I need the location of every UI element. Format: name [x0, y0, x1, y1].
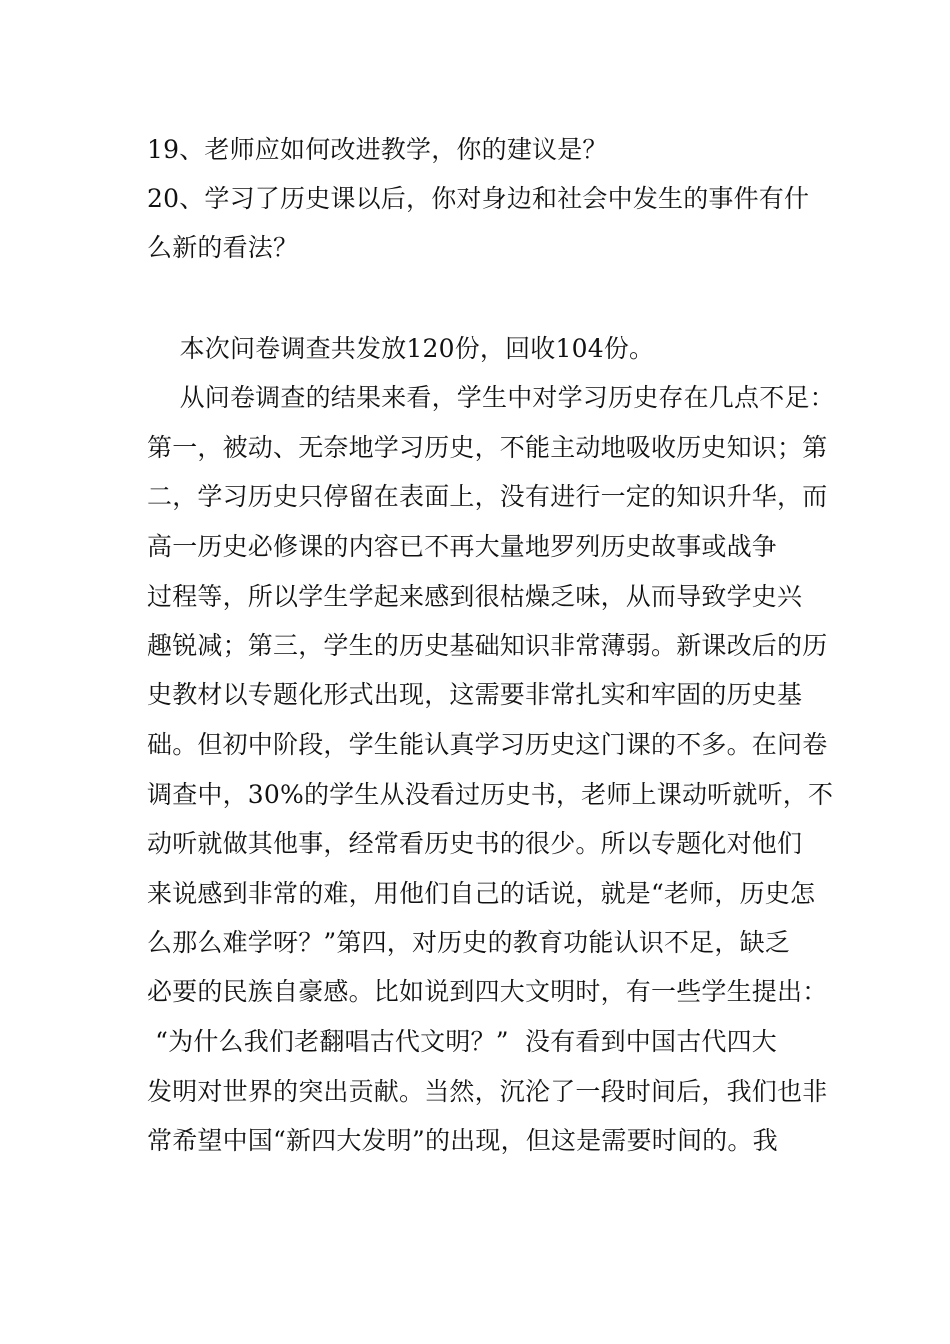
- paragraph-line: 么那么难学呀？”第四，对历史的教育功能认识不足，缺乏: [147, 928, 790, 957]
- paragraph-line: 发明对世界的突出贡献。当然，沉沦了一段时间后，我们也非: [147, 1077, 828, 1106]
- question-20-line-2: 么新的看法？: [147, 233, 299, 262]
- paragraph-line: 础。但初中阶段，学生能认真学习历史这门课的不多。在问卷: [147, 730, 828, 759]
- paragraph-line: 调查中，30%的学生从没看过历史书，老师上课动听就听，不: [147, 780, 834, 809]
- survey-summary: 本次问卷调查共发放120份，回收104份。: [147, 334, 655, 363]
- paragraph-line: 从问卷调查的结果来看，学生中对学习历史存在几点不足：: [147, 383, 835, 412]
- paragraph-line: 来说感到非常的难，用他们自己的话说，就是“老师，历史怎: [147, 879, 816, 908]
- paragraph-line: 过程等，所以学生学起来感到很枯燥乏味，从而导致学史兴: [147, 582, 803, 611]
- question-19: 19、老师应如何改进教学，你的建议是？: [147, 135, 608, 164]
- paragraph-line: 第一，被动、无奈地学习历史，不能主动地吸收历史知识；第: [147, 433, 828, 462]
- paragraph-line: 常希望中国“新四大发明”的出现，但这是需要时间的。我: [147, 1126, 778, 1155]
- paragraph-line: 史教材以专题化形式出现，这需要非常扎实和牢固的历史基: [147, 680, 803, 709]
- question-20-line-1: 20、学习了历史课以后，你对身边和社会中发生的事件有什: [147, 184, 810, 213]
- paragraph-line: 二，学习历史只停留在表面上，没有进行一定的知识升华，而: [147, 482, 828, 511]
- paragraph-line: 高一历史必修课的内容已不再大量地罗列历史故事或战争: [147, 532, 778, 561]
- paragraph-line: “为什么我们老翻唱古代文明？” 没有看到中国古代四大: [147, 1027, 778, 1056]
- paragraph-line: 动听就做其他事，经常看历史书的很少。所以专题化对他们: [147, 829, 803, 858]
- paragraph-line: 趣锐减；第三，学生的历史基础知识非常薄弱。新课改后的历: [147, 631, 828, 660]
- paragraph-line: 必要的民族自豪感。比如说到四大文明时，有一些学生提出：: [147, 977, 828, 1006]
